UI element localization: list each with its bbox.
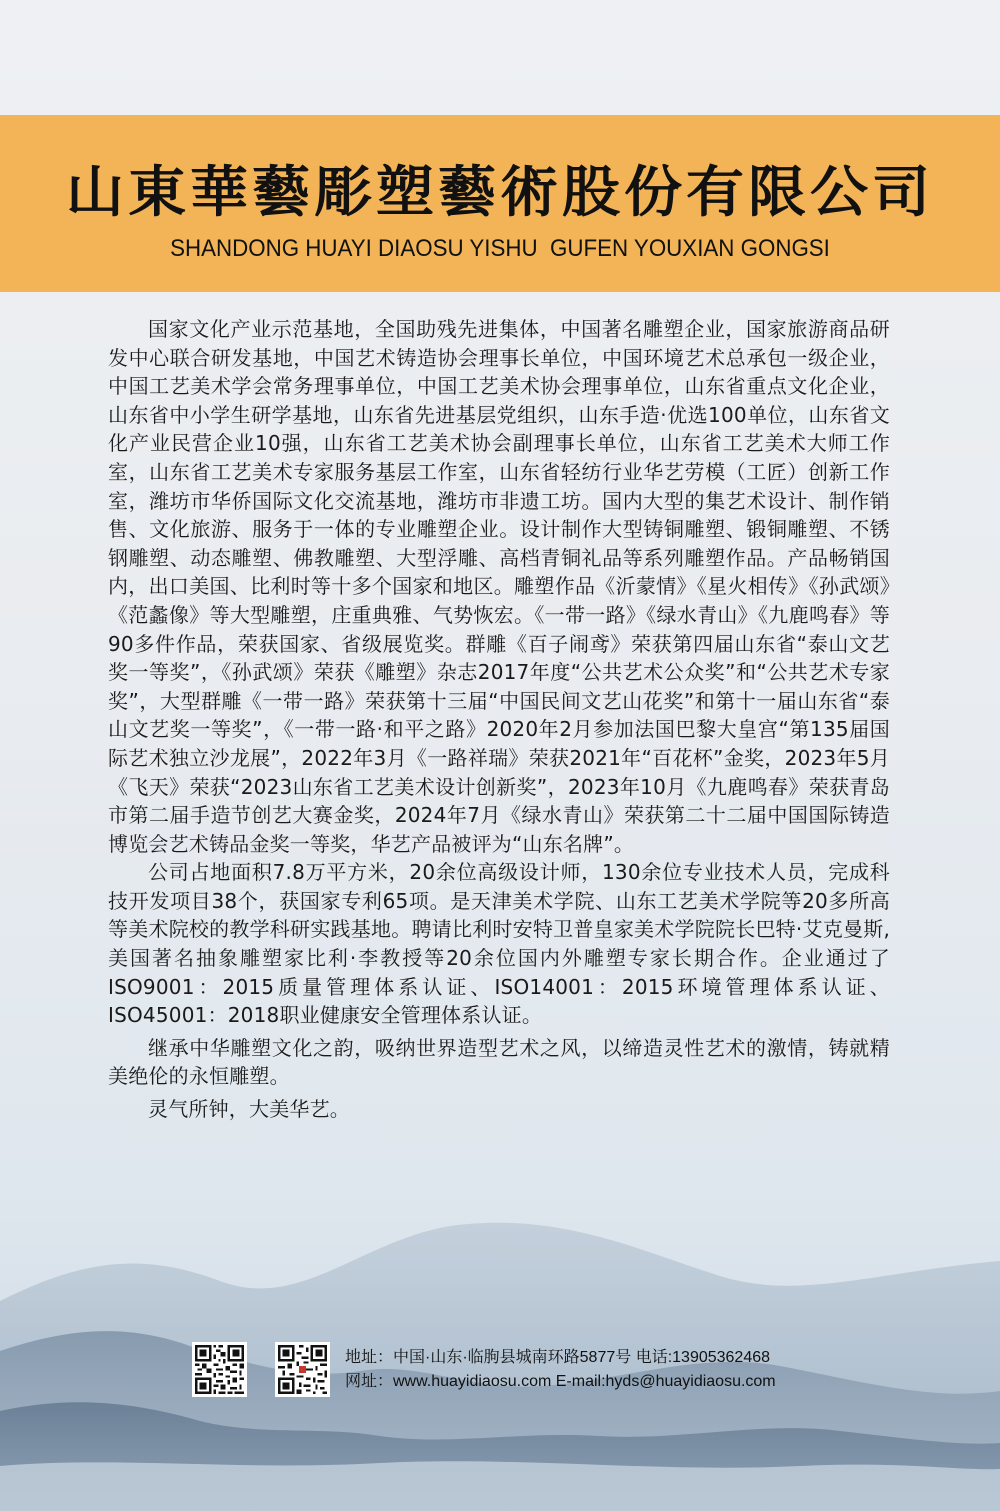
- intro-paragraph-honors: 国家文化产业示范基地，全国助残先进集体，中国著名雕塑企业，国家旅游商品研发中心联合研发基地，中国艺术铸造协会理事长单位，中国环境艺术总承包一级企业，中国工艺美术学会常务理事单位，中国工艺美术协会理事单位，山东省重点文化企业，山东省中小学生研学基地，山东省先进基层党组织，山东手造·优选100单位，山东省文化产业民营企业10强，山东省工艺美术协会副理事长单位，山东省工艺美术大师工作室，山东省工艺美术专家服务基层工作室，山东省轻纺行业华艺劳模（工匠）创新工作室，潍坊市华侨国际文化交流基地，潍坊市非遗工坊。国内大型的集艺术设计、制作销售、文化旅游、服务于一体的专业雕塑企业。设计制作大型铸铜雕塑、锻铜雕塑、不锈钢雕塑、动态雕塑、佛教雕塑、大型浮雕、高档青铜礼品等系列雕塑作品。产品畅销国内，出口美国、比利时等十多个国家和地区。雕塑作品《沂蒙情》《星火相传》《孙武颂》《范蠡像》等大型雕塑，庄重典雅、气势恢宏。《一带一路》《绿水青山》《九鹿鸣春》等90多件作品，荣获国家、省级展览奖。群雕《百子闹鸢》荣获第四届山东省“泰山文艺奖一等奖”，《孙武颂》荣获《雕塑》杂志2017年度“公共艺术公众奖”和“公共艺术专家奖”，大型群雕《一带一路》荣获第十三届“中国民间文艺山花奖”和第十一届山东省“泰山文艺奖一等奖”，《一带一路·和平之路》2020年2月参加法国巴黎大皇宫“第135届国际艺术独立沙龙展”，2022年3月《一路祥瑞》荣获2021年“百花杯”金奖，2023年5月《飞天》荣获“2023山东省工艺美术设计创新奖”，2023年10月《九鹿鸣春》荣获青岛市第二届手造节创艺大赛金奖，2024年7月《绿水青山》荣获第二十二届中国国际铸造博览会艺术铸品金奖一等奖，华艺产品被评为“山东名牌”。: [108, 317, 890, 856]
- contact-footer: [192, 1340, 892, 1400]
- intro-paragraph-facilities: 公司占地面积7.8万平方米，20余位高级设计师，130余位专业技术人员，完成科技开发项目38个，获国家专利65项。是天津美术学院、山东工艺美术学院等20多所高等美术院校的教学科研实践基地。聘请比利时安特卫普皇家美术学院院长巴特·艾克曼斯,美国著名抽象雕塑家比利·李教授等20余位国内外雕塑专家长期合作。企业通过了ISO9001：2015质量管理体系认证、ISO14001：2015环境管理体系认证、ISO45001：2018职业健康安全管理体系认证。: [108, 860, 890, 1028]
- company-name-chinese: 山東華藝彫塑藝術股份有限公司: [65, 159, 934, 225]
- qr-code-icon: [278, 1345, 327, 1394]
- qr-code-2: [275, 1342, 330, 1397]
- address-phone-line: 地址：中国·山东·临朐县城南环路5877号 电话:13905362468: [345, 1349, 771, 1366]
- company-name-english: SHANDONG HUAYI DIAOSU YISHU GUFEN YOUXIAN GONGSI: [170, 235, 830, 262]
- intro-paragraph-mission: 继承中华雕塑文化之韵，吸纳世界造型艺术之风，以缔造灵性艺术的激情，铸就精美绝伦的永恒雕塑。: [108, 1035, 890, 1089]
- contact-info: [345, 1346, 776, 1394]
- intro-paragraph-slogan: 灵气所钟，大美华艺。: [148, 1097, 350, 1122]
- company-introduction: [108, 315, 890, 1124]
- qr-code-1: [192, 1342, 247, 1397]
- qr-code-icon: [195, 1345, 244, 1394]
- website-email-line: 网址：www.huayidiaosu.com E-mail:hyds@huayidiaosu.com: [345, 1373, 776, 1390]
